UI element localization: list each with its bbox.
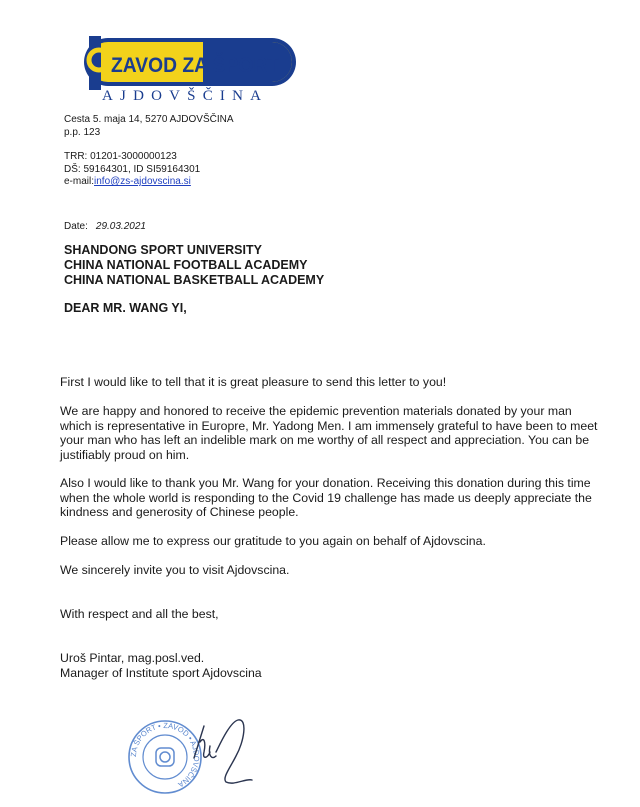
address-block — [64, 114, 234, 189]
paragraph-4: Please allow me to express our gratitude to you again on behalf of Ajdovscina. — [60, 534, 486, 548]
address-line-1: Cesta 5. maja 14, 5270 AJDOVŠČINA — [64, 114, 234, 125]
email-link[interactable]: info@zs-ajdovscina.si — [94, 176, 191, 187]
signature-block — [60, 651, 262, 681]
date-value: 29.03.2021 — [95, 221, 146, 232]
handwritten-signature — [186, 712, 256, 788]
zavod-za-sport-logo — [83, 36, 297, 96]
email-line — [64, 176, 234, 189]
signer-name: Uroš Pintar, mag.posl.ved. — [60, 651, 205, 665]
stamp-text: ZA ŠPORT • ZAVOD • AJDOVŠČINA — [128, 720, 202, 790]
signer-title: Manager of Institute sport Ajdovscina — [60, 666, 262, 680]
email-label: e-mail: — [64, 176, 95, 187]
ds-line: DŠ: 59164301, ID SI59164301 — [64, 163, 201, 175]
recipient-line: SHANDONG SPORT UNIVERSITY — [64, 243, 262, 257]
paragraph-3: Also I would like to thank you Mr. Wang for your donation. Receiving this donation during this time when the whole world is responding to the Covid 19 challenge has made us deeply appreciate the kindness and generosity of Chinese people. — [60, 476, 592, 520]
date-label: Date: — [64, 221, 88, 232]
address-line-2: p.p. 123 — [64, 126, 101, 138]
logo-city: AJDOVŠČINA — [102, 88, 269, 104]
trr-line: TRR: 01201-3000000123 — [64, 151, 177, 162]
paragraph-1: First I would like to tell that it is great pleasure to send this letter to you! — [60, 375, 447, 389]
paragraph-5: We sincerely invite you to visit Ajdovscina. — [60, 563, 290, 577]
paragraph-2: We are happy and honored to receive the epidemic prevention materials donated by your man which is representative in Europre, Mr. Yadong Men. I am immensely grateful to have been to meet your man who has left an indelible mark on me worthy of all respect and appreciation. You can be justifiably proud on him. — [60, 404, 598, 462]
recipient-line: CHINA NATIONAL BASKETBALL ACADEMY — [64, 273, 325, 287]
letter-date — [64, 221, 146, 232]
recipient-block — [64, 243, 324, 288]
logo-text: ZAVOD ZA ŠPORT — [111, 54, 295, 77]
closing-line: With respect and all the best, — [60, 607, 219, 621]
recipient-line: CHINA NATIONAL FOOTBALL ACADEMY — [64, 258, 308, 272]
salutation: DEAR MR. WANG YI, — [64, 301, 187, 315]
